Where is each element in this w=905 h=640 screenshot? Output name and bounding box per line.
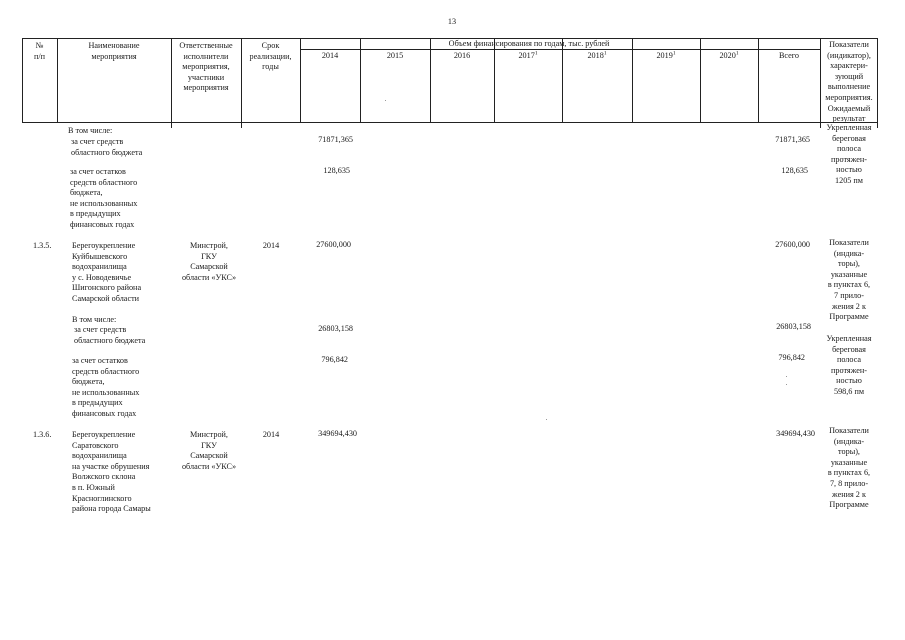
continuation-regional-budget-label: за счет средств областного бюджета bbox=[71, 137, 143, 157]
page-number: 13 bbox=[447, 17, 457, 26]
row-1-3-6-value-2014: 349694,430 bbox=[318, 429, 357, 438]
header-executors: Ответственные исполнители мероприятия, участники мероприятия bbox=[179, 41, 233, 93]
row-1-3-6-indicator: Показатели (индика- торы), указанные в пунктах 6, 7, 8 прило- жения 2 к Программе bbox=[827, 426, 871, 510]
row-1-3-5-period: 2014 bbox=[262, 241, 280, 250]
continuation-remaining-2014: 128,635 bbox=[323, 166, 350, 175]
row-1-3-5-remaining-total: 796,842 bbox=[778, 353, 805, 362]
row-1-3-5-regional-2014: 26803,158 bbox=[318, 324, 353, 333]
row-1-3-5-remaining-funds-label: за счет остатков средств областного бюджета, не использованных в предыдущих финансовых годах bbox=[72, 356, 140, 418]
continuation-remaining-total: 128,635 bbox=[781, 166, 808, 175]
row-1-3-6-total: 349694,430 bbox=[776, 429, 815, 438]
row-1-3-6-period: 2014 bbox=[262, 430, 280, 439]
header-year-2019: 2019$^1$ bbox=[656, 50, 676, 60]
row-1-3-5-value-2014: 27600,000 bbox=[316, 240, 351, 249]
header-activity-name: Наименование мероприятия bbox=[88, 41, 140, 61]
header-year-2014: 2014 bbox=[321, 51, 339, 60]
header-number: № п/п bbox=[33, 41, 46, 61]
continuation-result: Укрепленная береговая полоса протяжен- ностью 1205 пм bbox=[826, 123, 872, 185]
continuation-remaining-funds-label: за счет остатков средств областного бюджета, не использованных в предыдущих финансовых годах bbox=[70, 167, 138, 229]
row-1-3-5-regional-total: 26803,158 bbox=[776, 322, 811, 331]
row-1-3-5-executors: Минстрой, ГКУ Самарской области «УКС» bbox=[181, 241, 237, 282]
row-1-3-5-regional-budget-label: за счет средств областного бюджета bbox=[74, 325, 146, 345]
row-1-3-6-executors: Минстрой, ГКУ Самарской области «УКС» bbox=[181, 430, 237, 471]
header-year-2016: 2016 bbox=[453, 51, 471, 60]
header-year-2018: 2018$^1$ bbox=[587, 50, 607, 60]
header-period: Срок реализации, годы bbox=[249, 41, 292, 72]
header-funding-title: Объем финансирования по годам, тыс. рублей bbox=[448, 39, 610, 48]
row-1-3-6-name: Берегоукрепление Саратовского водохранилища на участке обрушения Волжского склона в п. Южный Красноглинского района города Самары bbox=[72, 430, 151, 514]
row-1-3-5-result: Укрепленная береговая полоса протяжен- ностью 598,6 пм bbox=[826, 334, 872, 396]
row-1-3-5-remaining-2014: 796,842 bbox=[321, 355, 348, 364]
row-1-3-5-indicator: Показатели (индика- торы), указанные в пунктах 6, 7 прило- жения 2 к Программе bbox=[827, 238, 871, 322]
row-1-3-6-number: 1.3.6. bbox=[33, 430, 52, 439]
row-1-3-5-number: 1.3.5. bbox=[33, 241, 52, 250]
row-1-3-5-name: Берегоукрепление Куйбышевского водохранилища у с. Новодевичье Шигонского района Самарской области bbox=[72, 241, 142, 303]
header-year-2020: 2020$^1$ bbox=[719, 50, 739, 60]
header-year-2017: 2017$^1$ bbox=[518, 50, 538, 60]
row-1-3-5-including-label: В том числе: bbox=[72, 315, 117, 324]
header-total: Всего bbox=[778, 51, 800, 60]
continuation-regional-2014: 71871,365 bbox=[318, 135, 353, 144]
header-year-2015: 2015 bbox=[386, 51, 404, 60]
row-1-3-5-total: 27600,000 bbox=[775, 240, 810, 249]
header-indicators: Показатели (индикатор), характери- зующий выполнение мероприятия. Ожидаемый результат bbox=[825, 40, 873, 124]
continuation-including-label: В том числе: bbox=[68, 126, 113, 135]
continuation-regional-total: 71871,365 bbox=[775, 135, 810, 144]
